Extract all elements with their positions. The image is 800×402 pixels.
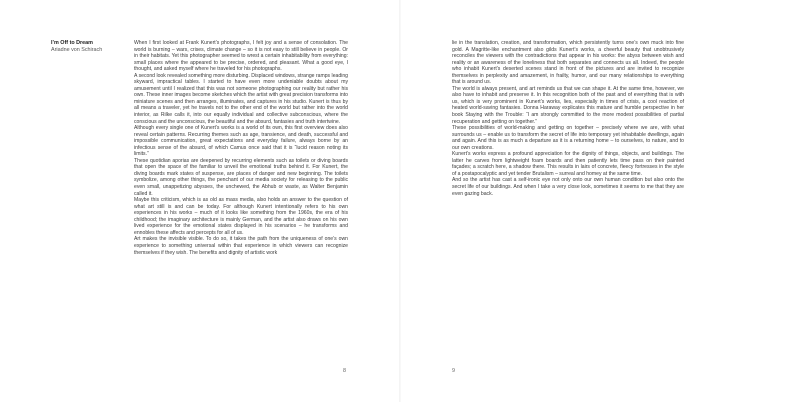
- paragraph: lie in the translation, creation, and transformation, which persistently turns one’s own muck into fine gold. A Magritte-like enchantment also gilds Kunert’s works, a cheerful beauty that unobtrusively reconciles the viewers with the contradictions that appear in his works: the abyss between wish and reality or an awareness of the loneliness that both separates and connects us all. Indeed, the people who inhabit Kunert’s deserted scenes stand in front of the pictures and are invited to recognize themselves in perplexity and amazement, in frailty, humor, and our many relationships to everything that is around us.: [452, 40, 684, 86]
- page-number-left: 8: [343, 368, 346, 374]
- article-header: [51, 40, 131, 54]
- paragraph: When I first looked at Frank Kunert’s photographs, I felt joy and a sense of consolation. The world is burning – wars, crises, climate change – so it is not easy to still believe in people. Or in their habitats. Yet this photographer seemed to wrest a certain inhabitability from everything: small places where the appeared to be precise, ordered, and pleasant. What a good eye, I thought, and asked myself where he traveled for his photographs.: [134, 40, 348, 73]
- paragraph: Kunert’s works express a profound appreciation for the dignity of things, objects, and buildings. The latter he carves from lightweight foam boards and then patiently lets time pass on their painted façades; a scratch here, a shadow there. This results in lairs of concrete, fleecy fortresses in the style of a postapocalyptic and yet tender Brutalism – surreal and homey at the same time.: [452, 151, 684, 177]
- article-author: Ariadne von Schirach: [51, 47, 103, 53]
- right-text-column: [452, 40, 684, 197]
- paragraph: Maybe this criticism, which is as old as mass media, also holds an answer to the question of what art still is and can be today. For although Kunert intentionally refers to his own experiences in his works – much of it looks like something from the 1960s, the era of his childhood; the imaginary architecture is mainly German, and the artist also draws on his own lived experience for the emotional states displayed in his scenarios – he transforms and ennobles these affects and percepts for all of us.: [134, 197, 348, 236]
- paragraph: Art makes the invisible visible. To do so, it takes the path from the uniqueness of one’s own experience to something universal within that experience in which viewers can recognize themselves if they wish. The benefits and dignity of artistic work: [134, 236, 348, 256]
- right-page: [400, 0, 800, 402]
- paragraph: A second look revealed something more disturbing. Displaced windows, strange ramps leading skyward, impractical tables. I started to have even more undeniable doubts about my amusement until I realized that this was not someone photographing our reality but rather his own. These inner images become sketches which the artist with great precision transforms into miniature scenes and then arranges, illuminates, and captures in his studio. Kunert is thus by all means a traveler, yet he travels not to the other end of the world but rather into the world interior, as Rilke calls it, into our equally individual and collective subconscious, where the conscious and the unconscious, the beautiful and the absurd, fantasies and truth intertwine.: [134, 72, 348, 125]
- paragraph: And so the artist has cast a self-ironic eye not only onto our own human condition but also onto the secret life of our buildings. And when I take a very close look, sometimes it seems to me that they are even gazing back.: [452, 177, 684, 197]
- paragraph: The world is always present, and art reminds us that we can shape it. At the same time, however, we also have to inhabit and preserve it. In this recognition both of the past and of everything that is with us, which is very prominent in Kunert’s works, lies, especially in times of crisis, a cool reaction of heated world-saving fantasies. Donna Haraway explicates this mature and humble perspective in her book Staying with the Trouble: “I am strongly committed to the more modest possibilities of partial recuperation and getting on together.”: [452, 85, 684, 125]
- paragraph: These quotidian aporias are deepened by recurring elements such as toilets or diving boards that open the space of the familiar to unveil the emotional truths behind it. For Kunert, the diving boards mark states of suspense, are places of danger and new beginning. The toilets symbolize, among other things, the penchant of our media society for releasing to the public even small, unappetizing abysses, the unchewed, the Abhub or waste, as Walter Benjamin called it.: [134, 157, 348, 197]
- paragraph: Although every single one of Kunert’s works is a world of its own, this first overview does also reveal certain patterns. Recurring themes such as age, transience, and death, successful and impossible communication, great expectations and everyday failure, always borne by an infectious sense of the absurd, of which Camus once said that it is “lucid reason noting its limits.”: [134, 125, 348, 158]
- article-title: I’m Off to Dream: [51, 40, 93, 46]
- left-text-column: [134, 40, 348, 256]
- page-number-right: 9: [452, 368, 455, 374]
- paragraph: These possibilities of world-making and getting on together – precisely where we are, with what surrounds us – enable us to transform the secret of life into temporary yet inhabitable dwellings, again and again. And this is as much a departure as it is a returning home – to ourselves, to nature, and to our own creations.: [452, 125, 684, 151]
